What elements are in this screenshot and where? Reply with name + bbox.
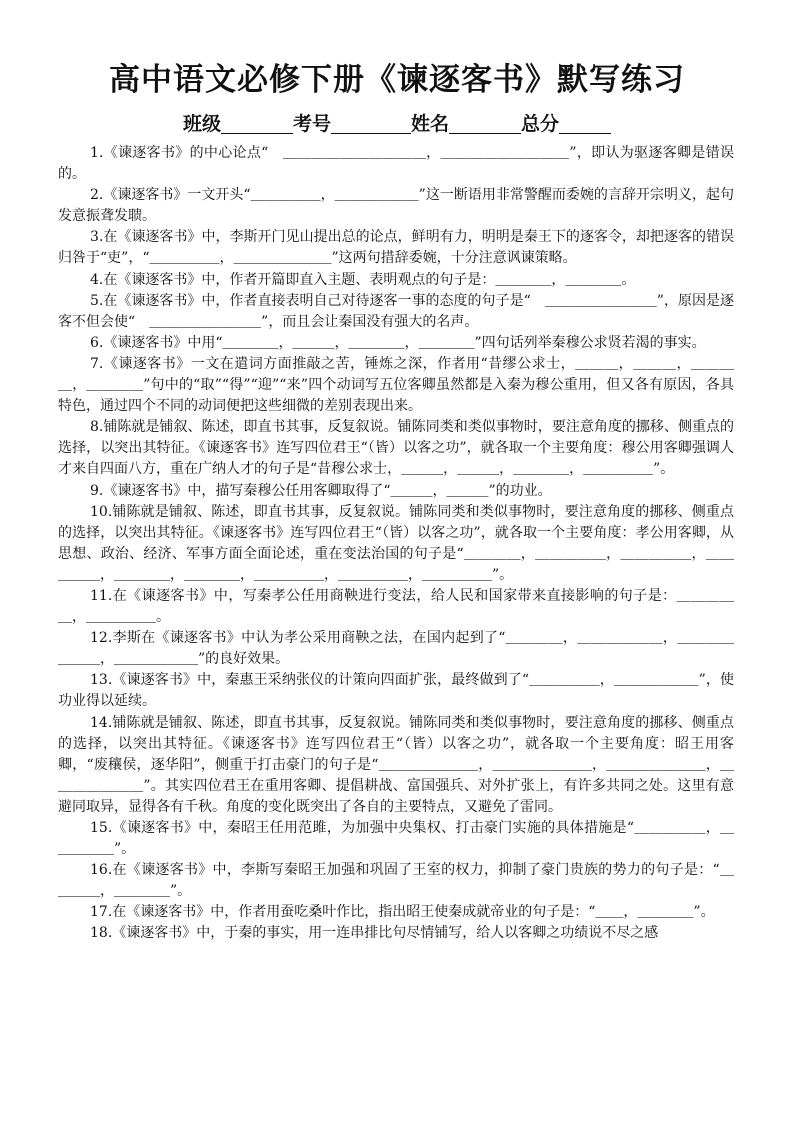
question-item: 8.铺陈就是铺叙、陈述，即直书其事，反复叙说。铺陈同类和类似事物时，要注意角度的挪移、侧重点的选择，以突出其特征。《谏逐客书》连写四位君王“（皆）以客之功”，就各取一个主要角度：穆公用客卿强调人才来自四面八方，重在广纳人才的句子是“昔穆公求士，＿＿＿，＿＿＿，＿＿＿＿，＿＿＿＿＿”。 xyxy=(58,419,734,478)
question-item: 18.《谏逐客书》中，于秦的事实，用一连串排比句尽情铺写，给人以客卿之功绩说不尽之感 xyxy=(90,925,659,942)
question-item: 2.《谏逐客书》一文开头“＿＿＿＿＿，＿＿＿＿＿＿”这一断语用非常警醒而委婉的言辞开宗明义，起句发意振聋发聩。 xyxy=(58,187,734,225)
question-item: 11.在《谏逐客书》中，写秦孝公任用商鞅进行变法，给人民和国家带来直接影响的句子是：＿＿＿＿＿，＿＿＿＿＿。 xyxy=(58,587,734,626)
student-info-line xyxy=(0,110,794,138)
name-label: 姓名 xyxy=(411,113,450,135)
question-item: 13.《谏逐客书》中，秦惠王采纳张仪的计策向四面扩张，最终做到了“＿＿＿＿＿，＿＿＿＿＿＿”，使功业得以延续。 xyxy=(58,672,734,710)
question-item: 15.《谏逐客书》中，秦昭王任用范雎，为加强中央集权、打击豪门实施的具体措施是“＿＿＿＿＿，＿＿＿＿＿”。 xyxy=(58,820,734,858)
question-item: 5.在《谏逐客书》中，作者直接表明自己对待逐客一事的态度的句子是“ ＿＿＿＿＿＿＿＿”，原因是逐客不但会使“ ＿＿＿＿＿＿＿＿”，而且会让秦国没有强大的名声。 xyxy=(58,292,734,330)
question-item: 4.在《谏逐客书》中，作者开篇即直入主题、表明观点的句子是：＿＿＿＿，＿＿＿＿。 xyxy=(90,271,636,288)
question-item: 9.《谏逐客书》中，描写秦穆公任用客卿取得了“＿＿＿，＿＿＿”的功业。 xyxy=(90,482,552,499)
exam-no-label: 考号 xyxy=(292,113,331,135)
question-item: 6.《谏逐客书》中用“＿＿＿＿，＿＿＿，＿＿＿＿，＿＿＿＿”四句话列举秦穆公求贤若渴的事实。 xyxy=(90,334,706,351)
score-label: 总分 xyxy=(521,113,560,135)
exam-no-blank[interactable] xyxy=(331,113,411,134)
question-item: 14.铺陈就是铺叙、陈述，即直书其事，反复叙说。铺陈同类和类似事物时，要注意角度的挪移、侧重点的选择，以突出其特征。《谏逐客书》连写四位君王“（皆）以客之功”，就各取一个主要角度：昭王用客卿，“废穰侯，逐华阳”，侧重于打击豪门的句子是“＿＿＿＿＿＿＿，＿＿＿＿＿＿＿，＿＿＿＿＿＿＿，＿＿＿＿＿＿＿”。其实四位君王在重用客卿、提倡耕战、富国强兵、对外扩张上，有许多共同之处。这里有意避同取异，显得各有千秋。角度的变化既突出了各自的主要特点，又避免了雷同。 xyxy=(58,714,734,815)
question-item: 3.在《谏逐客书》中，李斯开门见山提出总的论点，鲜明有力，明明是秦王下的逐客令，却把逐客的错误归咎于“吏”，“＿＿＿＿＿，＿＿＿＿＿＿＿”这两句措辞委婉，十分注意讽谏策略。 xyxy=(58,229,734,267)
name-blank[interactable] xyxy=(449,113,521,134)
question-item: 1.《谏逐客书》的中心论点“ ＿＿＿＿＿＿＿＿＿＿，＿＿＿＿＿＿＿＿＿”，即认为驱逐客卿是错误的。 xyxy=(58,145,734,183)
class-blank[interactable] xyxy=(221,113,293,134)
question-item: 7.《谏逐客书》一文在遣词方面推敲之苦，锤炼之深，作者用“昔缪公求士，＿＿＿，＿＿＿，＿＿＿＿，＿＿＿＿”句中的“取”“得”“迎”“来”四个动词写五位客卿虽然都是入秦为穆公重用，但又各有原因，各具特色，通过四个不同的动词便把这些细微的差别表现出来。 xyxy=(58,355,734,415)
page-title: 高中语文必修下册《谏逐客书》默写练习 xyxy=(109,62,685,98)
question-list xyxy=(58,143,734,945)
question-item: 12.李斯在《谏逐客书》中认为孝公采用商鞅之法，在国内起到了“＿＿＿＿，＿＿＿＿＿＿，＿＿＿＿＿＿＿，＿＿＿＿＿＿”的良好效果。 xyxy=(58,630,734,668)
question-item: 17.在《谏逐客书》中，作者用蚕吃桑叶作比，指出昭王使秦成就帝业的句子是：“＿＿，＿＿＿＿”。 xyxy=(90,904,715,921)
class-label: 班级 xyxy=(182,113,221,135)
score-blank[interactable] xyxy=(559,113,611,134)
question-item: 16.在《谏逐客书》中，李斯写秦昭王加强和巩固了王室的权力，抑制了豪门贵族的势力的句子是：“＿＿＿＿，＿＿＿＿”。 xyxy=(58,862,734,900)
question-item: 10.铺陈就是铺叙、陈述，即直书其事，反复叙说。铺陈同类和类似事物时，要注意角度的挪移、侧重点的选择，以突出其特征。《谏逐客书》连写四位君王“（皆）以客之功”，就各取一个主要角度：孝公用客卿，从思想、政治、经济、军事方面全面论述，重在变法治国的句子是“＿＿＿＿，＿＿＿＿＿，＿＿＿＿＿，＿＿＿＿＿，＿＿＿＿，＿＿＿＿，＿＿＿＿＿，＿＿＿＿＿，＿＿＿＿＿”。 xyxy=(58,503,734,583)
